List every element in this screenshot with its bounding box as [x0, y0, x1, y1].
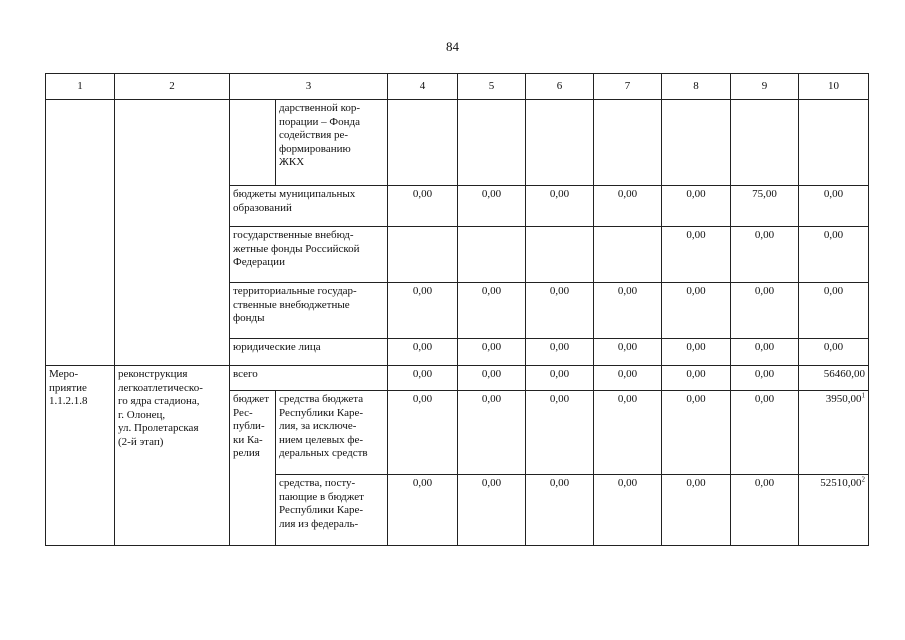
value-cell: 0,00 [526, 366, 594, 391]
value-cell [731, 100, 799, 186]
value-cell: 0,00 [594, 339, 662, 366]
header-cell: 1 [46, 74, 115, 100]
value-cell: 0,00 [731, 366, 799, 391]
table-row [46, 366, 869, 391]
value-cell: 0,00 [388, 366, 458, 391]
value-cell [594, 227, 662, 283]
value-cell: 0,00 [526, 475, 594, 546]
value-cell: 0,00 [731, 391, 799, 475]
value-cell: 0,00 [526, 339, 594, 366]
source-label: бюджеты муниципальных образований [230, 186, 388, 227]
header-cell: 2 [115, 74, 230, 100]
value-cell: 0,00 [662, 366, 731, 391]
header-cell: 7 [594, 74, 662, 100]
header-cell: 3 [230, 74, 388, 100]
value-text: 3950,00 [825, 393, 862, 405]
value-cell: 0,00 [662, 227, 731, 283]
value-cell [388, 227, 458, 283]
budget-table [45, 73, 869, 546]
budget-group-label: бюджет Рес- публи- ки Ка- релия [230, 391, 276, 546]
value-cell: 0,00 [388, 339, 458, 366]
source-label: дарственной кор- порации – Фонда содействия ре- формированию ЖКХ [276, 100, 388, 186]
source-label: средства бюджета Республики Каре- лия, за исключе- нием целевых фе- деральных средств [276, 391, 388, 475]
value-cell: 0,00 [799, 227, 869, 283]
value-cell: 0,00 [388, 186, 458, 227]
value-cell [799, 391, 869, 475]
value-cell [799, 100, 869, 186]
value-cell [594, 100, 662, 186]
value-cell: 0,00 [662, 391, 731, 475]
header-cell: 8 [662, 74, 731, 100]
name-cell [115, 100, 230, 366]
value-cell: 0,00 [662, 283, 731, 339]
value-cell: 0,00 [526, 391, 594, 475]
value-cell: 0,00 [799, 339, 869, 366]
value-cell: 0,00 [526, 186, 594, 227]
value-cell: 0,00 [594, 366, 662, 391]
value-cell: 56460,00 [799, 366, 869, 391]
source-label: всего [230, 366, 388, 391]
value-cell [458, 100, 526, 186]
value-cell: 0,00 [458, 186, 526, 227]
measure-code: Меро- приятие 1.1.2.1.8 [46, 366, 115, 546]
value-cell [458, 227, 526, 283]
code-cell [46, 100, 115, 366]
value-cell: 0,00 [388, 283, 458, 339]
value-cell: 0,00 [594, 475, 662, 546]
page-number: 84 [446, 39, 459, 54]
value-cell: 0,00 [526, 283, 594, 339]
value-cell [526, 100, 594, 186]
value-cell: 0,00 [388, 391, 458, 475]
value-cell: 0,00 [731, 227, 799, 283]
table-row [46, 100, 869, 186]
value-cell: 0,00 [731, 475, 799, 546]
value-cell: 0,00 [458, 283, 526, 339]
value-cell: 0,00 [388, 475, 458, 546]
source-label: средства, посту- пающие в бюджет Республики Каре- лия из федераль- [276, 475, 388, 546]
value-cell: 0,00 [458, 475, 526, 546]
value-cell: 0,00 [458, 391, 526, 475]
value-cell: 0,00 [458, 339, 526, 366]
value-cell: 0,00 [662, 475, 731, 546]
source-label: юридические лица [230, 339, 388, 366]
header-cell: 4 [388, 74, 458, 100]
value-cell: 0,00 [662, 339, 731, 366]
value-cell: 0,00 [594, 186, 662, 227]
value-cell: 75,00 [731, 186, 799, 227]
header-cell: 10 [799, 74, 869, 100]
value-cell [799, 475, 869, 546]
value-cell [388, 100, 458, 186]
measure-name: реконструкция легкоатлетическо- го ядра стадиона, г. Олонец, ул. Пролетарская (2-й этап) [115, 366, 230, 546]
table-header-row [46, 74, 869, 100]
source-label: государственные внебюд- жетные фонды Российской Федерации [230, 227, 388, 283]
source-group-cell [230, 100, 276, 186]
value-cell [662, 100, 731, 186]
value-cell: 0,00 [799, 186, 869, 227]
value-text: 52510,00 [820, 477, 862, 489]
value-cell [526, 227, 594, 283]
value-cell: 0,00 [662, 186, 731, 227]
value-cell: 0,00 [458, 366, 526, 391]
header-cell: 5 [458, 74, 526, 100]
value-cell: 0,00 [594, 283, 662, 339]
value-cell: 0,00 [799, 283, 869, 339]
source-label: территориальные государ- ственные внебюджетные фонды [230, 283, 388, 339]
header-cell: 9 [731, 74, 799, 100]
footnote-mark: 2 [861, 475, 865, 484]
footnote-mark: 1 [861, 391, 865, 400]
header-cell: 6 [526, 74, 594, 100]
value-cell: 0,00 [594, 391, 662, 475]
value-cell: 0,00 [731, 339, 799, 366]
value-cell: 0,00 [731, 283, 799, 339]
